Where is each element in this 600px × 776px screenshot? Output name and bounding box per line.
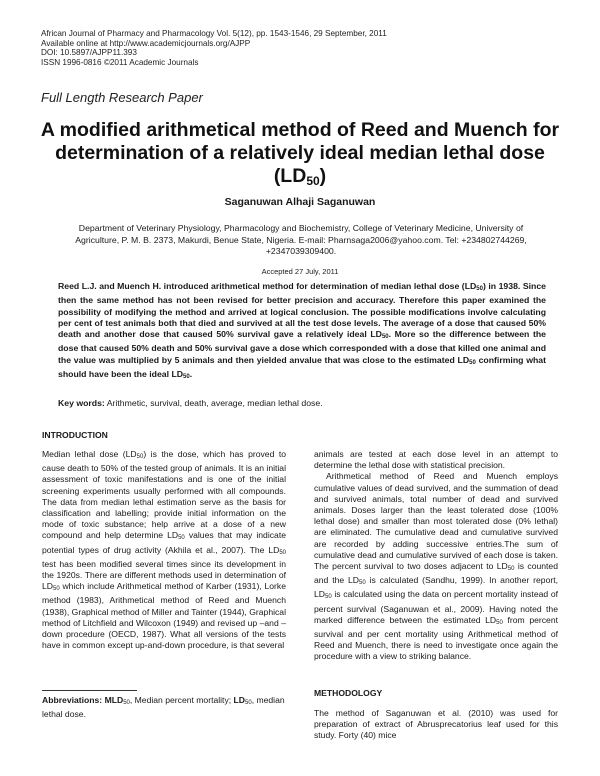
issn: ISSN 1996-0816 ©2011 Academic Journals — [41, 57, 199, 67]
affiliation: Department of Veterinary Physiology, Pharmacology and Biochemistry, College of Veterinary Medicine, University of Agriculture, P. M. B. 2373, Makurdi, Benue State, Nigeria. E-mail: Pharnsaga2006@yahoo.com. Tel: +234802744269, +2347039309400. — [75, 223, 527, 257]
title-line-2: determination of a relatively ideal median lethal dose — [55, 142, 545, 164]
author-name: Saganuwan Alhaji Saganuwan — [224, 196, 376, 208]
abstract: Reed L.J. and Muench H. introduced arithmetical method for determination of median lethal dose $(LD_{50})$ in 1938. Since then the same method has not been revised for better precision and accuracy. Therefore this paper examined the possibility of modifying the method and arrived at logical conclusion. The possible modifications involve calculating per cent of test animals both that died and survived at all the test dose levels. The average of a dose that caused 50% death and another dose that caused 50% survival gave a relatively ideal $LD_{50}$. More so the difference between the dose that caused 50% death and 50% survival gave a dose which corresponded with a dose that killed one animal and the value was multiplied by 5 animals and then yielded anvalue that was close to the estimated $LD_{50}$ confirming what should have been the ideal $LD_{50}$. — [58, 281, 547, 381]
title-line-3: $(LD_{50})$ — [273, 165, 327, 188]
journal-header — [41, 29, 387, 67]
introduction-text: Median lethal dose $(LD_{50})$ is the dose, which has proved to cause death to 50% of the tested group of animals. It is an initial assessment of toxic manifestations and is one of the initial screening experiments usually performed with all compounds. The data from median lethal estimation serve as the basis for classification and labelling; provide initial information on the mode of toxic substance; help arrive at a dose of a new compound and help determine $LD_{50}$ values that may indicate potential types of drug activity (Akhila et al., 2007). The $LD_{50}$ test has been modified several times since its development in the 1920s. There are different methods used in determination of $LD_{50}$ which include Arithmetical method of Karber (1931), Lorke method (1983), Arithmetical method of Reed and Muench (1938), Graphical method of Miller and Tainter (1944), Graphical method of Litchfield and Wilcoxon (1949) and revised up –and –down procedure (OECD, 1987). What all versions of the tests have in common except up-and-down procedure, is that several — [42, 449, 286, 651]
methodology-text: The method of Saganuwan et al. (2010) was used for preparation of extract of Abrusprecatorius leaf used for this study. Forty (40) mice — [314, 708, 558, 741]
keywords-label: Key words: — [58, 398, 105, 408]
footnote-divider — [42, 690, 137, 691]
right-para-2: Arithmetical method of Reed and Muench employs cumulative values of dead survived, and the summation of dead and survived animals, total number of dead and survived animals. Doses larger than the least tolerated dose (100% lethal dose) and smaller than most tolerated dose (0% lethal) are eliminated. The cumulative dead and cumulative survived are recorded by adding successive entries.The sum of cumulative dead and cumulative survived of each dose is taken. The percent survival to two doses adjacent to $LD_{50}$ is counted and the $LD_{50}$ is calculated (Sandhu, 1999). In another report, $LD_{50}$ is calculated using the data on percent mortality instead of percent survival (Saganuwan et al., 2009). Having noted the marked difference between the estimated $LD_{50}$ from percent survival and per cent mortality using Arithmetical method of Reed and Muench, there is need to investigate once again the procedure with a view to striking balance. — [314, 471, 559, 662]
journal-citation: African Journal of Pharmacy and Pharmacology Vol. 5(12), pp. 1543-1546, 29 September, 2011 — [41, 29, 387, 38]
right-column-text — [314, 449, 558, 663]
keywords-text: Arithmetic, survival, death, average, median lethal dose. — [104, 398, 323, 408]
doi: DOI: 10.5897/AJPP11.393 — [41, 48, 137, 58]
methodology-heading: METHODOLOGY — [314, 688, 383, 698]
accepted-date: Accepted 27 July, 2011 — [261, 267, 339, 276]
paper-title — [30, 119, 570, 193]
right-para-1: animals are tested at each dose level in an attempt to determine the lethal dose with statistical precision. — [314, 449, 558, 471]
paper-type: Full Length Research Paper — [41, 90, 203, 105]
introduction-heading: INTRODUCTION — [42, 430, 108, 440]
journal-url: Available online at http://www.academicjournals.org/AJPP — [41, 38, 251, 48]
abbreviations-footnote: Abbreviations: $MLD_{50}$, Median percent mortality; $LD_{50}$, median lethal dose. — [42, 695, 285, 720]
title-line-1: A modified arithmetical method of Reed and Muench for — [40, 119, 560, 141]
keywords — [58, 398, 546, 408]
